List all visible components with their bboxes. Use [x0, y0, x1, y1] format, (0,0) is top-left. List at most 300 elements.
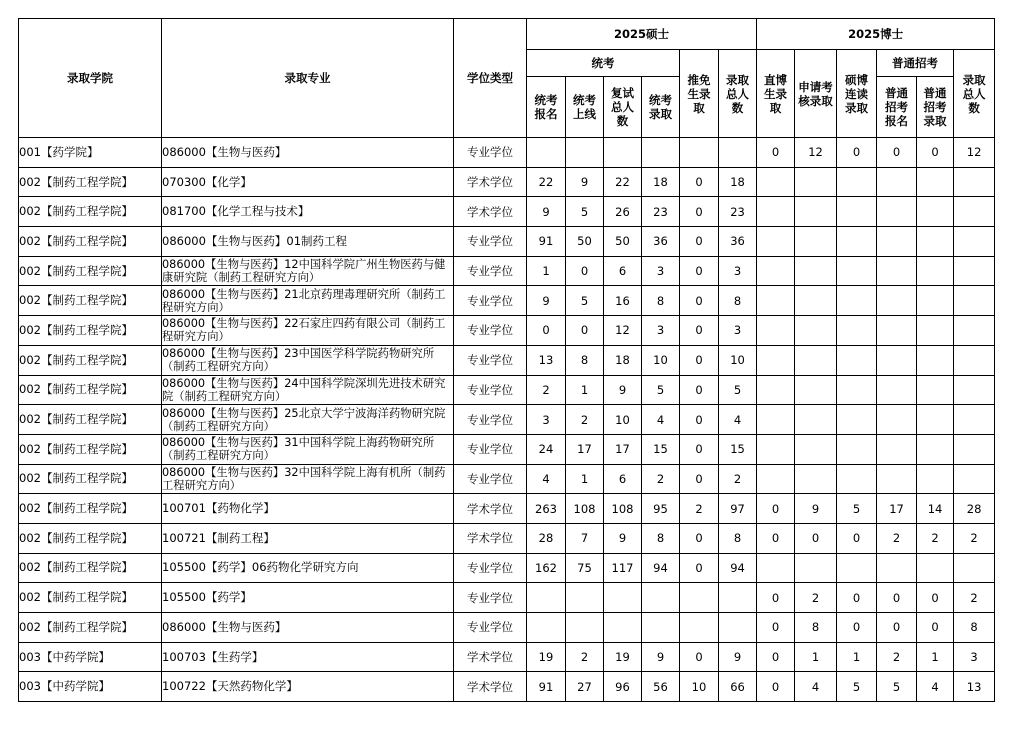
cell-general-admit: 0 — [917, 138, 954, 168]
cell-retest-total: 108 — [604, 494, 642, 524]
cell-retest-total: 96 — [604, 672, 642, 702]
cell-master-total: 9 — [719, 642, 757, 672]
cell-school: 002【制药工程学院】 — [19, 464, 162, 494]
cell-exam-admit: 8 — [642, 523, 680, 553]
cell-degree-type: 学术学位 — [454, 494, 527, 524]
cell-exam-admit — [642, 583, 680, 613]
cell-degree-type: 学术学位 — [454, 523, 527, 553]
cell-exam-admit: 56 — [642, 672, 680, 702]
cell-school: 002【制药工程学院】 — [19, 197, 162, 227]
cell-recommend-admit — [680, 613, 719, 643]
cell-exam-pass: 7 — [566, 523, 604, 553]
cell-school: 002【制药工程学院】 — [19, 553, 162, 583]
cell-master-phd: 0 — [837, 613, 877, 643]
cell-apply-review — [795, 434, 837, 464]
cell-apply-review: 1 — [795, 642, 837, 672]
cell-degree-type: 专业学位 — [454, 316, 527, 346]
cell-doctor-total — [954, 316, 995, 346]
cell-retest-total: 26 — [604, 197, 642, 227]
cell-doctor-total: 28 — [954, 494, 995, 524]
cell-general-admit: 14 — [917, 494, 954, 524]
cell-general-admit — [917, 316, 954, 346]
cell-general-admit: 0 — [917, 613, 954, 643]
cell-doctor-total — [954, 375, 995, 405]
cell-apply-review — [795, 464, 837, 494]
cell-general-admit: 2 — [917, 523, 954, 553]
cell-exam-admit: 4 — [642, 405, 680, 435]
cell-degree-type: 专业学位 — [454, 256, 527, 286]
cell-exam-register: 9 — [527, 197, 566, 227]
cell-master-phd — [837, 256, 877, 286]
cell-recommend-admit: 2 — [680, 494, 719, 524]
header-master-group: 2025硕士 — [527, 19, 757, 50]
cell-master-total: 10 — [719, 345, 757, 375]
cell-degree-type: 专业学位 — [454, 464, 527, 494]
header-doctor-total: 录取 总人 数 — [954, 50, 995, 138]
cell-major: 070300【化学】 — [162, 167, 454, 197]
cell-master-phd — [837, 375, 877, 405]
cell-master-total: 2 — [719, 464, 757, 494]
cell-direct-phd — [757, 375, 795, 405]
header-apply-review: 申请考 核录取 — [795, 50, 837, 138]
cell-exam-pass: 17 — [566, 434, 604, 464]
cell-exam-admit — [642, 613, 680, 643]
cell-retest-total: 9 — [604, 523, 642, 553]
cell-school: 002【制药工程学院】 — [19, 583, 162, 613]
cell-exam-register: 24 — [527, 434, 566, 464]
cell-general-register: 0 — [877, 138, 917, 168]
cell-recommend-admit: 0 — [680, 642, 719, 672]
cell-direct-phd — [757, 464, 795, 494]
cell-direct-phd — [757, 286, 795, 316]
cell-apply-review — [795, 286, 837, 316]
cell-general-admit — [917, 434, 954, 464]
cell-general-register — [877, 316, 917, 346]
cell-recommend-admit: 0 — [680, 434, 719, 464]
cell-exam-register: 1 — [527, 256, 566, 286]
cell-direct-phd — [757, 345, 795, 375]
cell-exam-admit: 2 — [642, 464, 680, 494]
cell-degree-type: 专业学位 — [454, 345, 527, 375]
cell-master-total: 5 — [719, 375, 757, 405]
header-recommend-admit: 推免 生录 取 — [680, 50, 719, 138]
cell-general-register — [877, 345, 917, 375]
cell-exam-pass: 75 — [566, 553, 604, 583]
cell-major: 086000【生物与医药】32中国科学院上海有机所（制药工程研究方向） — [162, 464, 454, 494]
cell-master-phd: 1 — [837, 642, 877, 672]
cell-general-admit — [917, 227, 954, 257]
cell-retest-total — [604, 138, 642, 168]
cell-degree-type: 学术学位 — [454, 672, 527, 702]
cell-doctor-total — [954, 553, 995, 583]
cell-school: 002【制药工程学院】 — [19, 613, 162, 643]
cell-major: 105500【药学】 — [162, 583, 454, 613]
cell-exam-admit: 9 — [642, 642, 680, 672]
cell-major: 100703【生药学】 — [162, 642, 454, 672]
table-row — [19, 523, 995, 553]
cell-general-admit: 4 — [917, 672, 954, 702]
cell-exam-pass: 8 — [566, 345, 604, 375]
cell-school: 002【制药工程学院】 — [19, 405, 162, 435]
cell-retest-total: 18 — [604, 345, 642, 375]
cell-direct-phd: 0 — [757, 523, 795, 553]
cell-master-phd — [837, 464, 877, 494]
table-row — [19, 167, 995, 197]
cell-exam-register: 9 — [527, 286, 566, 316]
table-row — [19, 375, 995, 405]
cell-master-total — [719, 613, 757, 643]
header-degree-type: 学位类型 — [454, 19, 527, 138]
cell-general-admit — [917, 167, 954, 197]
cell-apply-review — [795, 197, 837, 227]
cell-general-register: 2 — [877, 642, 917, 672]
cell-general-admit — [917, 553, 954, 583]
table-row — [19, 286, 995, 316]
cell-school: 002【制药工程学院】 — [19, 316, 162, 346]
cell-general-admit — [917, 286, 954, 316]
cell-retest-total — [604, 613, 642, 643]
cell-direct-phd — [757, 227, 795, 257]
cell-exam-pass: 0 — [566, 256, 604, 286]
cell-master-total: 94 — [719, 553, 757, 583]
cell-recommend-admit — [680, 583, 719, 613]
table-row — [19, 642, 995, 672]
cell-apply-review: 2 — [795, 583, 837, 613]
cell-exam-register: 13 — [527, 345, 566, 375]
cell-exam-pass — [566, 613, 604, 643]
cell-master-total: 15 — [719, 434, 757, 464]
cell-apply-review: 12 — [795, 138, 837, 168]
cell-retest-total — [604, 583, 642, 613]
cell-master-total: 4 — [719, 405, 757, 435]
cell-exam-pass — [566, 583, 604, 613]
admissions-table — [18, 18, 995, 702]
cell-degree-type: 学术学位 — [454, 167, 527, 197]
cell-exam-register: 162 — [527, 553, 566, 583]
cell-recommend-admit: 0 — [680, 375, 719, 405]
cell-major: 086000【生物与医药】12中国科学院广州生物医药与健康研究院（制药工程研究方向） — [162, 256, 454, 286]
header-major: 录取专业 — [162, 19, 454, 138]
cell-major: 086000【生物与医药】25北京大学宁波海洋药物研究院（制药工程研究方向） — [162, 405, 454, 435]
cell-retest-total: 117 — [604, 553, 642, 583]
cell-exam-admit: 36 — [642, 227, 680, 257]
cell-degree-type: 专业学位 — [454, 434, 527, 464]
cell-exam-pass: 9 — [566, 167, 604, 197]
cell-general-register — [877, 256, 917, 286]
table-row — [19, 227, 995, 257]
table-body — [19, 138, 995, 702]
cell-major: 086000【生物与医药】31中国科学院上海药物研究所（制药工程研究方向） — [162, 434, 454, 464]
header-exam-group: 统考 — [527, 50, 680, 77]
cell-apply-review: 9 — [795, 494, 837, 524]
header-general-register: 普通 招考 报名 — [877, 77, 917, 138]
header-school: 录取学院 — [19, 19, 162, 138]
cell-exam-pass — [566, 138, 604, 168]
cell-apply-review — [795, 345, 837, 375]
cell-retest-total: 19 — [604, 642, 642, 672]
cell-exam-admit: 23 — [642, 197, 680, 227]
cell-exam-register: 22 — [527, 167, 566, 197]
cell-school: 003【中药学院】 — [19, 642, 162, 672]
cell-major: 086000【生物与医药】 — [162, 613, 454, 643]
cell-general-register — [877, 227, 917, 257]
cell-major: 086000【生物与医药】24中国科学院深圳先进技术研究院（制药工程研究方向） — [162, 375, 454, 405]
cell-general-register — [877, 167, 917, 197]
cell-exam-admit: 94 — [642, 553, 680, 583]
cell-recommend-admit: 0 — [680, 197, 719, 227]
cell-major: 086000【生物与医药】23中国医学科学院药物研究所（制药工程研究方向） — [162, 345, 454, 375]
cell-doctor-total — [954, 345, 995, 375]
cell-doctor-total — [954, 464, 995, 494]
header-retest-total: 复试 总人 数 — [604, 77, 642, 138]
cell-exam-register: 91 — [527, 672, 566, 702]
cell-school: 003【中药学院】 — [19, 672, 162, 702]
cell-major: 086000【生物与医药】01制药工程 — [162, 227, 454, 257]
cell-general-admit — [917, 405, 954, 435]
header-exam-admit: 统考 录取 — [642, 77, 680, 138]
cell-direct-phd — [757, 434, 795, 464]
cell-apply-review: 4 — [795, 672, 837, 702]
cell-recommend-admit: 0 — [680, 464, 719, 494]
cell-general-register — [877, 464, 917, 494]
table-row — [19, 613, 995, 643]
header-exam-register: 统考 报名 — [527, 77, 566, 138]
cell-direct-phd: 0 — [757, 642, 795, 672]
cell-retest-total: 17 — [604, 434, 642, 464]
cell-general-admit — [917, 256, 954, 286]
cell-exam-admit — [642, 138, 680, 168]
cell-recommend-admit: 10 — [680, 672, 719, 702]
table-row — [19, 464, 995, 494]
cell-exam-pass: 2 — [566, 405, 604, 435]
cell-degree-type: 专业学位 — [454, 286, 527, 316]
cell-major: 105500【药学】06药物化学研究方向 — [162, 553, 454, 583]
cell-master-total: 18 — [719, 167, 757, 197]
cell-degree-type: 学术学位 — [454, 197, 527, 227]
cell-master-total: 36 — [719, 227, 757, 257]
cell-doctor-total: 2 — [954, 523, 995, 553]
cell-general-admit — [917, 345, 954, 375]
cell-master-phd — [837, 316, 877, 346]
cell-doctor-total — [954, 256, 995, 286]
cell-major: 086000【生物与医药】22石家庄四药有限公司（制药工程研究方向） — [162, 316, 454, 346]
cell-master-phd — [837, 434, 877, 464]
cell-exam-pass: 1 — [566, 375, 604, 405]
table-row — [19, 553, 995, 583]
cell-doctor-total: 8 — [954, 613, 995, 643]
cell-retest-total: 16 — [604, 286, 642, 316]
cell-recommend-admit: 0 — [680, 553, 719, 583]
cell-master-phd: 0 — [837, 523, 877, 553]
cell-master-phd: 5 — [837, 494, 877, 524]
cell-recommend-admit: 0 — [680, 256, 719, 286]
cell-exam-pass: 0 — [566, 316, 604, 346]
cell-exam-register: 4 — [527, 464, 566, 494]
cell-direct-phd — [757, 316, 795, 346]
cell-master-phd — [837, 167, 877, 197]
cell-direct-phd — [757, 405, 795, 435]
cell-retest-total: 10 — [604, 405, 642, 435]
cell-exam-admit: 5 — [642, 375, 680, 405]
cell-exam-admit: 95 — [642, 494, 680, 524]
cell-retest-total: 9 — [604, 375, 642, 405]
table-row — [19, 316, 995, 346]
cell-exam-pass: 1 — [566, 464, 604, 494]
cell-general-admit — [917, 375, 954, 405]
cell-exam-pass: 2 — [566, 642, 604, 672]
cell-general-register: 0 — [877, 583, 917, 613]
cell-exam-register: 19 — [527, 642, 566, 672]
header-general-group: 普通招考 — [877, 50, 954, 77]
cell-exam-admit: 8 — [642, 286, 680, 316]
cell-master-total — [719, 583, 757, 613]
cell-direct-phd — [757, 197, 795, 227]
cell-apply-review — [795, 405, 837, 435]
cell-master-phd — [837, 286, 877, 316]
cell-school: 002【制药工程学院】 — [19, 494, 162, 524]
cell-doctor-total: 13 — [954, 672, 995, 702]
table-row — [19, 345, 995, 375]
table-row — [19, 197, 995, 227]
cell-exam-register — [527, 583, 566, 613]
cell-school: 002【制药工程学院】 — [19, 345, 162, 375]
cell-retest-total: 50 — [604, 227, 642, 257]
cell-master-total: 3 — [719, 316, 757, 346]
cell-master-phd — [837, 405, 877, 435]
cell-doctor-total — [954, 286, 995, 316]
cell-major: 100721【制药工程】 — [162, 523, 454, 553]
cell-general-register: 0 — [877, 613, 917, 643]
header-doctor-group: 2025博士 — [757, 19, 995, 50]
cell-major: 100722【天然药物化学】 — [162, 672, 454, 702]
cell-degree-type: 专业学位 — [454, 613, 527, 643]
cell-general-register — [877, 553, 917, 583]
cell-master-phd: 5 — [837, 672, 877, 702]
cell-apply-review — [795, 227, 837, 257]
cell-exam-register: 0 — [527, 316, 566, 346]
cell-general-admit — [917, 197, 954, 227]
cell-apply-review — [795, 375, 837, 405]
cell-master-total: 3 — [719, 256, 757, 286]
cell-exam-admit: 15 — [642, 434, 680, 464]
cell-doctor-total — [954, 167, 995, 197]
cell-degree-type: 专业学位 — [454, 227, 527, 257]
cell-recommend-admit: 0 — [680, 405, 719, 435]
header-exam-pass: 统考 上线 — [566, 77, 604, 138]
cell-degree-type: 专业学位 — [454, 583, 527, 613]
cell-direct-phd: 0 — [757, 494, 795, 524]
cell-general-register — [877, 375, 917, 405]
cell-exam-admit: 18 — [642, 167, 680, 197]
cell-recommend-admit — [680, 138, 719, 168]
cell-master-phd — [837, 553, 877, 583]
cell-apply-review: 8 — [795, 613, 837, 643]
cell-recommend-admit: 0 — [680, 523, 719, 553]
table-row — [19, 494, 995, 524]
cell-degree-type: 专业学位 — [454, 405, 527, 435]
cell-degree-type: 学术学位 — [454, 642, 527, 672]
cell-exam-register: 263 — [527, 494, 566, 524]
cell-master-phd: 0 — [837, 583, 877, 613]
cell-direct-phd — [757, 256, 795, 286]
cell-exam-pass: 5 — [566, 286, 604, 316]
cell-general-register — [877, 197, 917, 227]
cell-exam-admit: 10 — [642, 345, 680, 375]
cell-recommend-admit: 0 — [680, 345, 719, 375]
cell-direct-phd — [757, 167, 795, 197]
cell-retest-total: 22 — [604, 167, 642, 197]
cell-doctor-total: 3 — [954, 642, 995, 672]
cell-master-phd: 0 — [837, 138, 877, 168]
cell-recommend-admit: 0 — [680, 227, 719, 257]
table-row — [19, 138, 995, 168]
cell-major: 086000【生物与医药】21北京药理毒理研究所（制药工程研究方向） — [162, 286, 454, 316]
cell-exam-register — [527, 138, 566, 168]
cell-general-register: 2 — [877, 523, 917, 553]
cell-school: 002【制药工程学院】 — [19, 523, 162, 553]
cell-retest-total: 6 — [604, 256, 642, 286]
cell-major: 086000【生物与医药】 — [162, 138, 454, 168]
cell-general-register — [877, 434, 917, 464]
cell-direct-phd: 0 — [757, 672, 795, 702]
cell-recommend-admit: 0 — [680, 286, 719, 316]
cell-master-phd — [837, 227, 877, 257]
cell-general-register: 5 — [877, 672, 917, 702]
cell-direct-phd: 0 — [757, 613, 795, 643]
cell-retest-total: 6 — [604, 464, 642, 494]
cell-general-admit: 1 — [917, 642, 954, 672]
cell-school: 002【制药工程学院】 — [19, 286, 162, 316]
table-row — [19, 434, 995, 464]
header-general-admit: 普通 招考 录取 — [917, 77, 954, 138]
cell-recommend-admit: 0 — [680, 316, 719, 346]
header-master-phd: 硕博 连读 录取 — [837, 50, 877, 138]
cell-direct-phd: 0 — [757, 583, 795, 613]
cell-retest-total: 12 — [604, 316, 642, 346]
cell-master-total: 97 — [719, 494, 757, 524]
cell-exam-admit: 3 — [642, 316, 680, 346]
cell-apply-review — [795, 256, 837, 286]
cell-master-total: 66 — [719, 672, 757, 702]
cell-master-total: 23 — [719, 197, 757, 227]
cell-school: 002【制药工程学院】 — [19, 227, 162, 257]
table-row — [19, 672, 995, 702]
cell-major: 081700【化学工程与技术】 — [162, 197, 454, 227]
cell-doctor-total — [954, 434, 995, 464]
cell-general-admit — [917, 464, 954, 494]
cell-exam-pass: 50 — [566, 227, 604, 257]
cell-exam-register: 28 — [527, 523, 566, 553]
cell-exam-register: 2 — [527, 375, 566, 405]
cell-exam-register — [527, 613, 566, 643]
cell-apply-review — [795, 553, 837, 583]
cell-degree-type: 专业学位 — [454, 375, 527, 405]
cell-exam-register: 91 — [527, 227, 566, 257]
cell-school: 002【制药工程学院】 — [19, 375, 162, 405]
cell-degree-type: 专业学位 — [454, 138, 527, 168]
cell-direct-phd: 0 — [757, 138, 795, 168]
cell-doctor-total — [954, 405, 995, 435]
cell-master-phd — [837, 197, 877, 227]
cell-apply-review: 0 — [795, 523, 837, 553]
cell-apply-review — [795, 316, 837, 346]
cell-exam-admit: 3 — [642, 256, 680, 286]
cell-general-admit: 0 — [917, 583, 954, 613]
cell-doctor-total: 2 — [954, 583, 995, 613]
cell-recommend-admit: 0 — [680, 167, 719, 197]
cell-exam-pass: 108 — [566, 494, 604, 524]
cell-exam-pass: 5 — [566, 197, 604, 227]
